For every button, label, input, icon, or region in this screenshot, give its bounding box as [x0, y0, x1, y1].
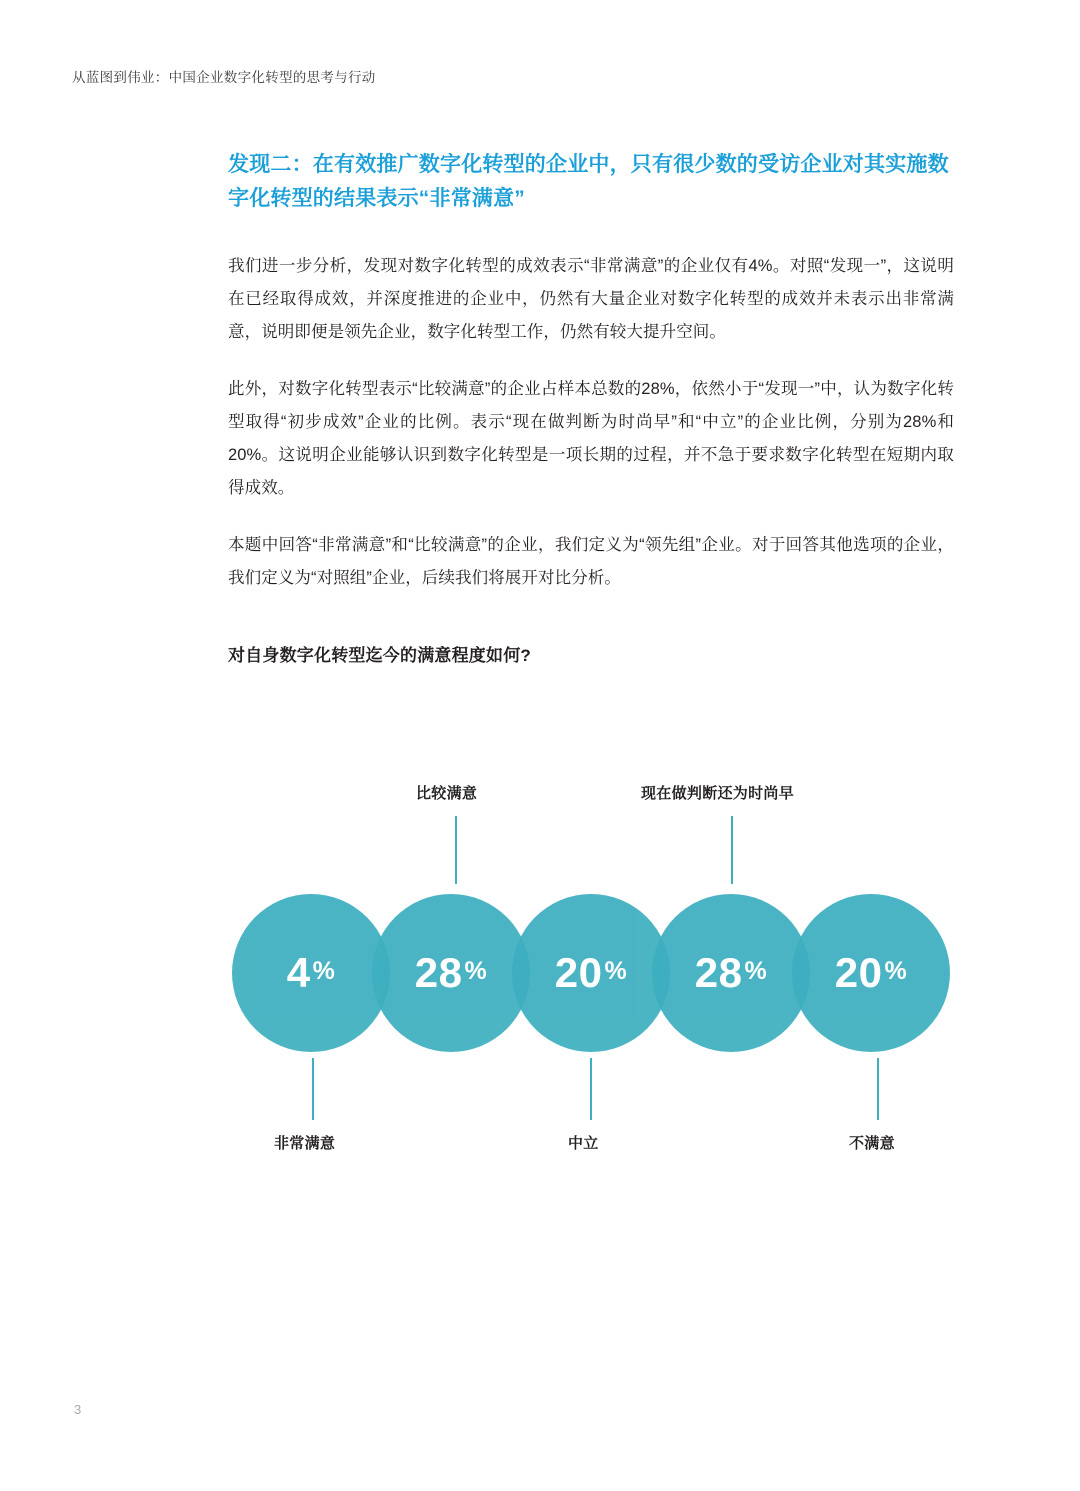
chart-question-title: 对自身数字化转型迄今的满意程度如何?	[228, 646, 531, 666]
bubble-bijiao-manyi	[372, 894, 530, 1052]
chart-label-feichang-manyi: 非常满意	[274, 1135, 336, 1152]
chart-label-xianzai-zuo-panduan: 现在做判断还为时尚早	[641, 785, 795, 802]
leader-line-bottom-3	[877, 1058, 879, 1120]
bubble-value-4: 20	[834, 949, 883, 996]
bubble-weishishangzao	[652, 894, 810, 1052]
bubble-unit-1: %	[464, 957, 488, 985]
chart-label-bumanyi: 不满意	[849, 1135, 895, 1152]
bubble-unit-3: %	[744, 957, 768, 985]
bubble-feichang-manyi	[232, 894, 390, 1052]
bubble-value-3: 28	[694, 949, 743, 996]
body-paragraph-3: 本题中回答“非常满意”和“比较满意”的企业，我们定义为“领先组”企业。对于回答其他选项的企业，我们定义为“对照组”企业，后续我们将展开对比分析。	[228, 536, 954, 588]
satisfaction-bubble-chart	[0, 760, 1080, 1200]
leader-line-bottom-2	[590, 1058, 592, 1120]
bubble-value-2: 20	[554, 949, 603, 996]
chart-label-zhongli: 中立	[568, 1135, 599, 1152]
bubble-value-1: 28	[414, 949, 463, 996]
bubble-unit-2: %	[604, 957, 628, 985]
body-paragraph-2: 此外，对数字化转型表示“比较满意”的企业占样本总数的28%，依然小于“发现一”中，认为数字化转型取得“初步成效”企业的比例。表示“现在做判断为时尚早”和“中立”的企业比例，分别为28%和20%。这说明企业能够认识到数字化转型是一项长期的过程，并不急于要求数字化转型在短期内取得成效。	[228, 380, 954, 498]
running-header: 从蓝图到伟业：中国企业数字化转型的思考与行动	[72, 70, 376, 85]
bubble-value-0: 4	[286, 949, 311, 996]
bubble-bumanyi	[792, 894, 950, 1052]
finding-title: 发现二：在有效推广数字化转型的企业中，只有很少数的受访企业对其实施数字化转型的结果表示“非常满意”	[228, 153, 949, 211]
body-paragraph-1: 我们进一步分析，发现对数字化转型的成效表示“非常满意”的企业仅有4%。对照“发现一”，这说明在已经取得成效，并深度推进的企业中，仍然有大量企业对数字化转型的成效并未表示出非常满意，说明即便是领先企业，数字化转型工作，仍然有较大提升空间。	[228, 257, 954, 342]
bubble-unit-0: %	[312, 957, 336, 985]
leader-line-bottom-1	[312, 1058, 314, 1120]
bubble-unit-4: %	[884, 957, 908, 985]
leader-line-top-2	[731, 816, 733, 884]
content-column	[228, 148, 954, 666]
page-number: 3	[74, 1402, 82, 1417]
leader-line-top-1	[455, 816, 457, 884]
bubble-row	[232, 894, 950, 1052]
chart-label-bijiao-manyi: 比较满意	[416, 785, 478, 802]
bubble-zhongli	[512, 894, 670, 1052]
